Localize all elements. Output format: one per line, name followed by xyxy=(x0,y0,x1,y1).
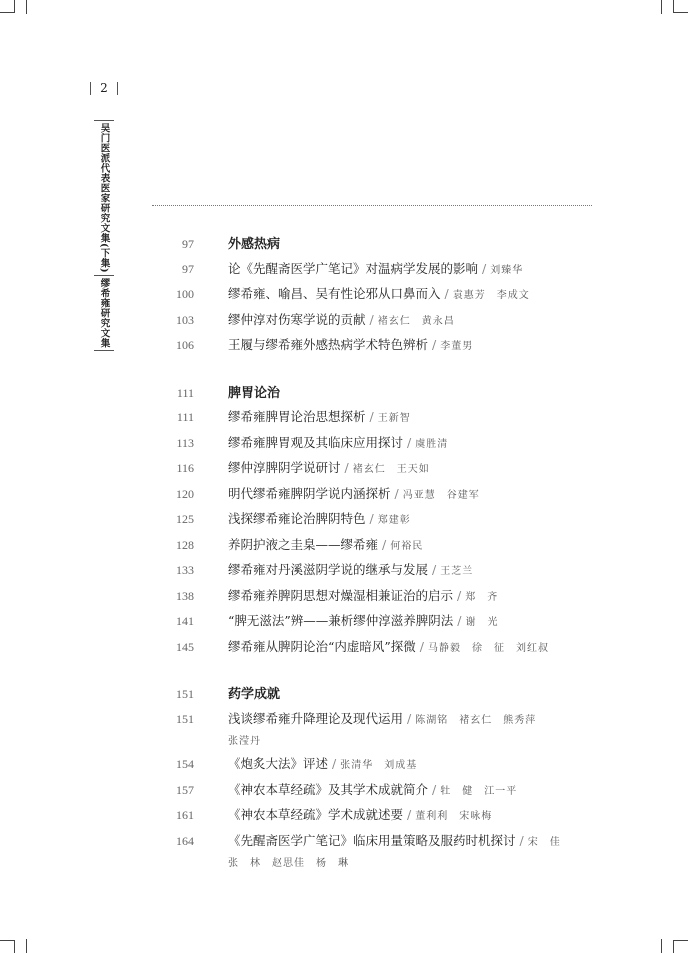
separator: / xyxy=(432,562,437,577)
article-authors: 张清华 刘成基 xyxy=(340,760,418,771)
article-authors: 刘臻华 xyxy=(490,264,524,276)
article-authors-continued: 张滢丹 xyxy=(228,736,261,747)
article-title: 缪希雍、喻昌、吴有性论邪从口鼻而入 xyxy=(228,286,441,301)
page-ref: 128 xyxy=(176,537,194,552)
toc-entry[interactable] xyxy=(160,282,600,308)
volume-title: 缪希雍研究文集 xyxy=(98,278,110,348)
article-authors: 虞胜清 xyxy=(415,438,449,450)
article-title: “脾无滋法”辨——兼析缪仲淳滋养脾阴法 xyxy=(228,613,454,628)
page-ref: 103 xyxy=(176,312,194,327)
article-authors: 董利利 宋咏梅 xyxy=(415,811,493,822)
article-title: 缪仲淳脾阴学说研讨 xyxy=(228,460,341,475)
page-ref: 120 xyxy=(176,486,194,501)
separator: / xyxy=(432,781,437,797)
article-title: 明代缪希雍脾阴学说内涵探析 xyxy=(228,485,391,501)
separator: / xyxy=(407,434,412,450)
page-ref: 111 xyxy=(176,385,194,400)
article-title: 缪仲淳对伤寒学说的贡献 xyxy=(228,311,366,327)
toc-entry[interactable] xyxy=(160,456,600,482)
page-ref: 161 xyxy=(176,808,194,822)
article-title: 《神农本草经疏》及其学术成就简介 xyxy=(228,781,429,797)
separator: / xyxy=(444,286,449,301)
article-title: 《神农本草经疏》学术成就述要 xyxy=(228,807,404,822)
toc-entry[interactable] xyxy=(160,558,600,584)
toc-entry[interactable] xyxy=(160,752,600,778)
toc-entry[interactable] xyxy=(160,431,600,457)
toc-entry[interactable] xyxy=(160,803,600,829)
article-title: 《先醒斋医学广笔记》临床用量策略及服药时机探讨 xyxy=(228,832,516,848)
section-title: 脾胃论治 xyxy=(228,385,281,401)
separator: / xyxy=(369,511,374,526)
running-title xyxy=(94,118,114,353)
page-ref: 151 xyxy=(176,711,194,726)
separator: / xyxy=(407,807,412,822)
section-title: 外感热病 xyxy=(228,237,281,252)
page-ref: 97 xyxy=(182,261,194,276)
toc-entry[interactable] xyxy=(160,609,600,635)
page-number: 2 xyxy=(88,80,120,96)
article-title: 王履与缪希雍外感热病学术特色辨析 xyxy=(228,337,429,352)
separator: / xyxy=(394,485,399,501)
section-heading xyxy=(160,683,600,707)
crop-mark xyxy=(673,0,688,13)
separator: / xyxy=(407,710,412,726)
divider xyxy=(94,120,114,121)
crop-mark xyxy=(0,0,15,13)
page-ref: 164 xyxy=(176,833,194,848)
toc-entry[interactable] xyxy=(160,829,600,855)
page-ref: 141 xyxy=(176,614,194,628)
toc-entry[interactable] xyxy=(160,405,600,431)
article-authors: 何裕民 xyxy=(390,540,424,552)
article-title: 缪希雍对丹溪滋阴学说的继承与发展 xyxy=(228,562,429,577)
toc-entry[interactable] xyxy=(160,257,600,283)
article-authors: 马静毅 徐 征 刘红叔 xyxy=(428,642,550,654)
article-authors-continued: 张 林 赵思佳 杨 琳 xyxy=(228,858,349,869)
article-authors: 褚玄仁 王天如 xyxy=(352,464,430,475)
page-ref: 113 xyxy=(176,435,194,450)
toc-section xyxy=(160,683,600,874)
article-title: 缪希雍养脾阴思想对燥湿相兼证治的启示 xyxy=(228,587,454,603)
article-title: 缪希雍从脾阴论治“内虚暗风”探微 xyxy=(228,638,416,654)
page-ref: 157 xyxy=(176,782,194,797)
separator: / xyxy=(419,638,425,654)
crop-mark xyxy=(673,940,688,953)
page-ref: 154 xyxy=(176,757,194,771)
separator: / xyxy=(457,613,462,628)
separator: / xyxy=(344,460,349,475)
separator: / xyxy=(382,536,387,552)
separator: / xyxy=(369,311,374,327)
page-ref: 125 xyxy=(176,512,194,526)
separator: / xyxy=(332,756,337,771)
page-ref: 106 xyxy=(176,338,194,352)
article-authors: 袁惠芳 李成文 xyxy=(452,290,530,301)
article-title: 缪希雍脾胃观及其临床应用探讨 xyxy=(228,434,404,450)
toc-entry[interactable] xyxy=(160,707,600,733)
crop-mark xyxy=(26,0,27,14)
article-authors: 谢 光 xyxy=(465,617,499,628)
toc-entry[interactable] xyxy=(160,584,600,610)
article-authors: 王芝兰 xyxy=(440,566,474,577)
page-ref: 116 xyxy=(176,461,194,475)
toc-entry[interactable] xyxy=(160,333,600,359)
page-ref: 97 xyxy=(182,237,194,251)
article-authors: 郑 齐 xyxy=(465,591,499,603)
crop-mark xyxy=(661,939,662,953)
dotted-divider xyxy=(152,205,592,206)
page-ref: 100 xyxy=(176,287,194,301)
separator: / xyxy=(519,832,524,848)
page-ref: 151 xyxy=(176,687,194,701)
page-ref: 111 xyxy=(176,410,194,424)
toc-section xyxy=(160,382,600,661)
toc-entry[interactable] xyxy=(160,482,600,508)
article-authors: 郑建彰 xyxy=(377,515,411,526)
article-title: 养阴护液之圭臬——缪希雍 xyxy=(228,536,379,552)
article-authors: 冯亚慧 谷建军 xyxy=(402,489,480,501)
article-authors: 陈湖铭 褚玄仁 熊秀萍 xyxy=(415,714,537,726)
article-authors: 褚玄仁 黄永昌 xyxy=(377,315,455,327)
section-heading xyxy=(160,233,600,257)
article-title: 浅探缪希雍论治脾阴特色 xyxy=(228,511,366,526)
article-title: 《炮炙大法》评述 xyxy=(228,756,329,771)
crop-mark xyxy=(661,0,662,14)
toc-entry[interactable] xyxy=(160,507,600,533)
page-ref: 145 xyxy=(176,639,194,654)
toc-section xyxy=(160,233,600,359)
separator: / xyxy=(432,337,437,352)
divider xyxy=(94,350,114,351)
article-title: 缪希雍脾胃论治思想探析 xyxy=(228,409,366,424)
article-title: 浅谈缪希雍升降理论及现代运用 xyxy=(228,710,404,726)
page-ref: 133 xyxy=(176,563,194,577)
article-authors: 牡 健 江一平 xyxy=(440,785,518,797)
separator: / xyxy=(482,260,487,276)
table-of-contents xyxy=(160,233,600,897)
page-ref: 138 xyxy=(176,588,194,603)
toc-entry[interactable] xyxy=(160,308,600,334)
crop-mark xyxy=(0,940,15,953)
article-authors: 王新智 xyxy=(377,413,411,424)
article-authors: 李董男 xyxy=(440,341,474,352)
separator: / xyxy=(369,409,374,424)
separator: / xyxy=(457,587,462,603)
toc-entry[interactable] xyxy=(160,533,600,559)
article-authors: 宋 佳 xyxy=(527,836,561,848)
toc-entry[interactable] xyxy=(160,635,600,661)
section-heading xyxy=(160,382,600,406)
section-title: 药学成就 xyxy=(228,687,281,702)
article-title: 论《先醒斋医学广笔记》对温病学发展的影响 xyxy=(228,260,479,276)
toc-entry[interactable] xyxy=(160,778,600,804)
divider xyxy=(94,275,114,276)
crop-mark xyxy=(26,939,27,953)
book-title: 吴门医派代表医家研究文集(下集) xyxy=(98,123,110,273)
